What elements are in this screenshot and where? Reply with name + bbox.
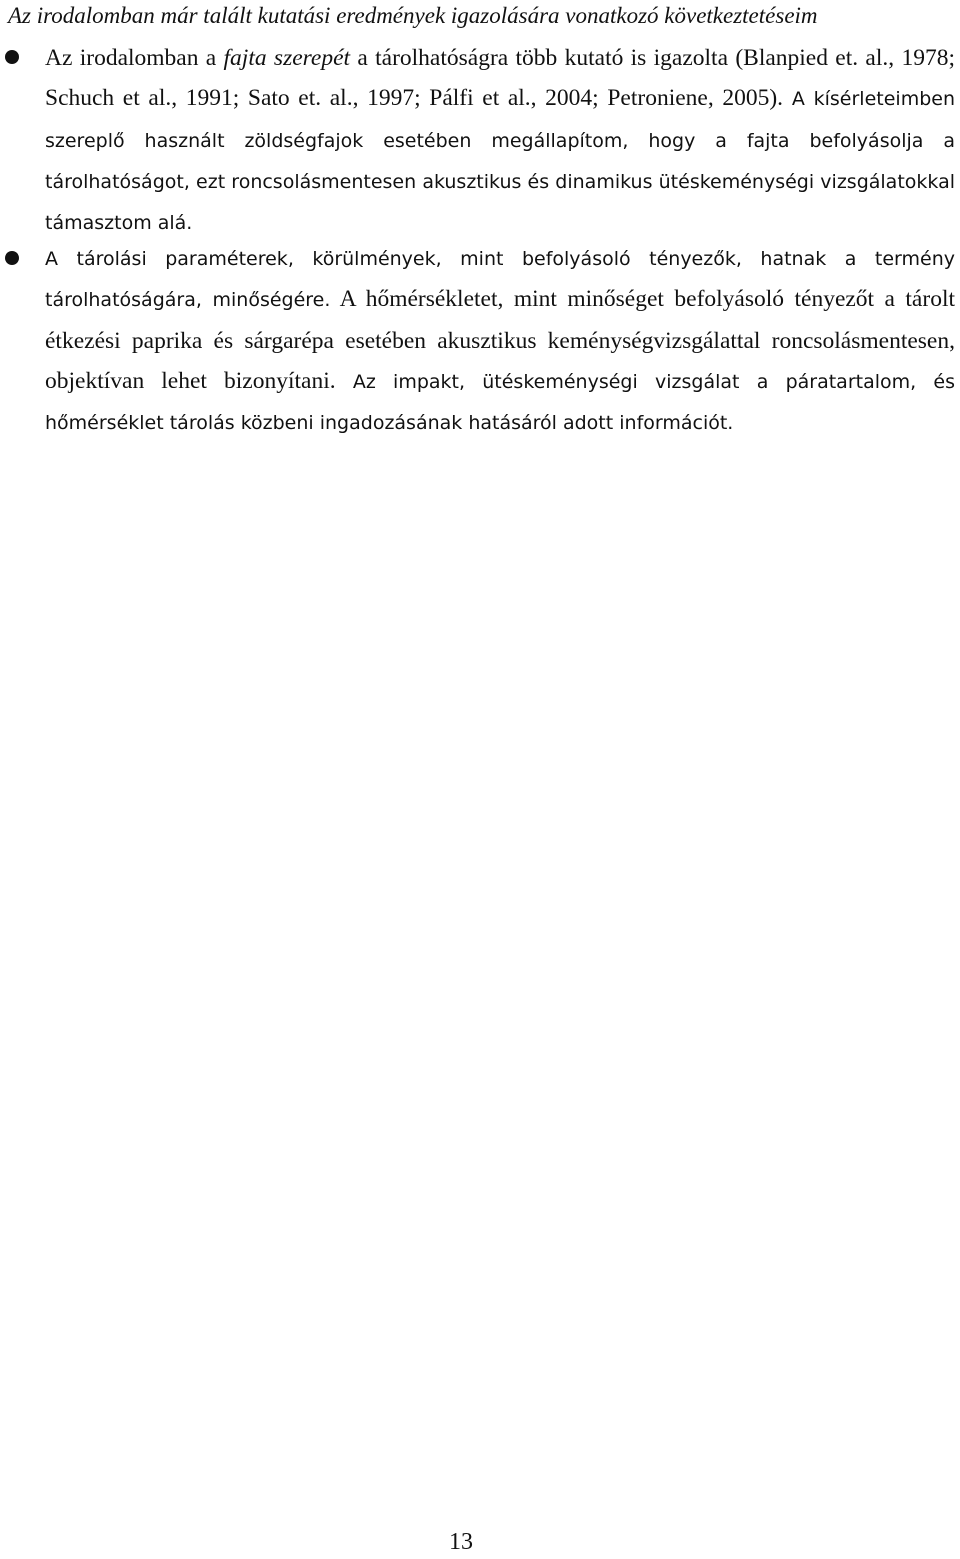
text-segment: Az irodalomban a	[45, 45, 224, 71]
list-item-text	[45, 238, 955, 443]
text-segment: A tárolási paraméterek, körülmények, mint befolyásoló tényezők, hatnak a termény tárolhatóságára, minőségére.	[45, 248, 955, 312]
list-item-text	[45, 38, 955, 243]
text-segment: Az impakt, ütéskeménységi vizsgálat a páratartalom, és hőmérséklet tárolás közbeni ingadozásának hatásáról adott információt.	[45, 370, 955, 435]
text-segment: A hőmérsékletet, mint minőséget befolyásoló tényezőt a tárolt étkezési paprika és sárgarépa esetében akusztikus keménységvizsgálattal roncsolásmentesen, objektívan lehet bizonyítani.	[45, 286, 955, 394]
bullet-dot	[5, 50, 19, 64]
emphasis-text: fajta szerepét	[223, 45, 351, 71]
text-segment: a tárolhatóságra több kutató is igazolta (Blanpied et. al., 1978; Schuch et al., 1991; Sato et. al., 1997; Pálfi et al., 2004; Petroniene, 2005).	[45, 45, 955, 112]
page-number: 13	[449, 1529, 473, 1555]
text-segment: A kísérleteimben szereplő használt zöldségfajok esetében megállapítom, hogy a fajta befolyásolja a tárolhatóságot, ezt roncsolásmentesen akusztikus és dinamikus ütéskeménységi vizsgálatokkal támasztom alá.	[45, 88, 955, 235]
section-heading: Az irodalomban már talált kutatási eredmények igazolására vonatkozó következtetéseim	[8, 3, 818, 28]
bullet-dot	[5, 251, 19, 265]
